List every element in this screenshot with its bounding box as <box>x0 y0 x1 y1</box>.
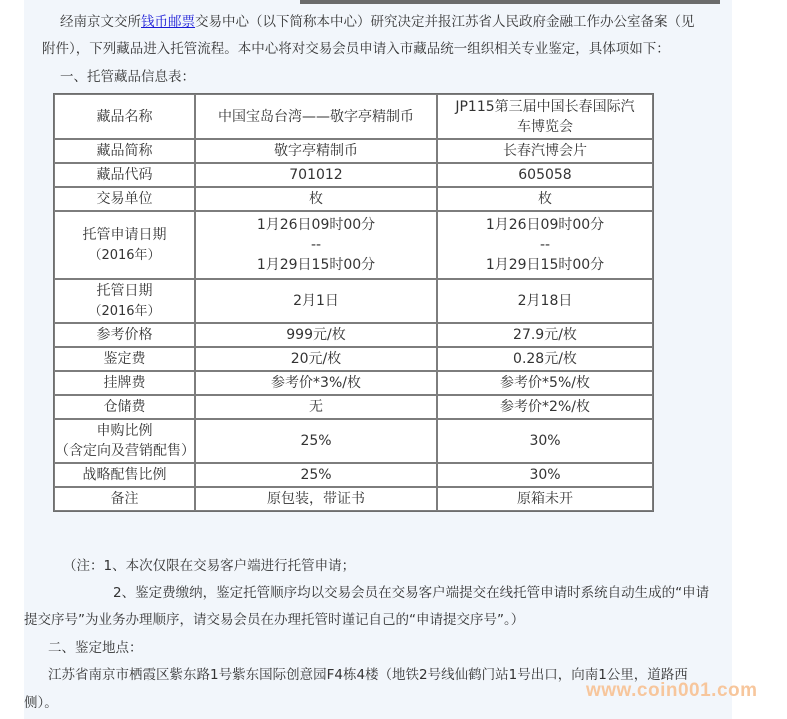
table-row <box>54 323 653 347</box>
cell-card <box>437 94 653 139</box>
cell-line: 1月26日09时00分 <box>256 217 376 233</box>
cell-coin: 701012 <box>195 163 437 187</box>
cell-card-line: JP115第三届中国长春国际汽 <box>455 98 635 115</box>
cell-card: 参考价*2%/枚 <box>437 395 653 419</box>
cell-card <box>437 211 653 279</box>
cell-card: 参考价*5%/枚 <box>437 371 653 395</box>
cell-coin: 2月1日 <box>195 279 437 323</box>
intro-line-1 <box>60 13 695 31</box>
cell-coin: 参考价*3%/枚 <box>195 371 437 395</box>
row-label: 鉴定费 <box>54 347 195 371</box>
cell-coin: 枚 <box>195 187 437 211</box>
row-label <box>54 279 195 323</box>
row-label: 藏品代码 <box>54 163 195 187</box>
row-label <box>54 419 195 463</box>
cell-coin <box>195 211 437 279</box>
table-row <box>54 419 653 463</box>
cell-coin: 20元/枚 <box>195 347 437 371</box>
row-label: 藏品名称 <box>54 94 195 139</box>
section-heading-1: 一、托管藏品信息表： <box>60 69 195 85</box>
cell-coin: 无 <box>195 395 437 419</box>
table-row <box>54 395 653 419</box>
cell-card: 30% <box>437 419 653 463</box>
cell-coin: 25% <box>195 463 437 487</box>
address-line-1: 江苏省南京市栖霞区紫东路1号紫东国际创意园F4栋4楼（地铁2号线仙鹤门站1号出口，向南1公里，道路西 <box>48 667 688 683</box>
row-label-line: （含定向及营销配售） <box>55 443 195 459</box>
table-row <box>54 347 653 371</box>
cell-coin: 原包装，带证书 <box>195 487 437 511</box>
custody-info-table <box>53 93 654 512</box>
intro-line-2: 附件），下列藏品进入托管流程。本中心将对交易会员申请入市藏品统一组织相关专业鉴定，具体项如下： <box>42 41 670 57</box>
cell-card: 枚 <box>437 187 653 211</box>
table-row <box>54 211 653 279</box>
cell-line: -- <box>539 237 551 253</box>
table-row <box>54 487 653 511</box>
row-label: 交易单位 <box>54 187 195 211</box>
cell-line: -- <box>310 237 322 253</box>
cell-card: 30% <box>437 463 653 487</box>
row-label-line: （2016年） <box>88 303 161 319</box>
row-label-line: （2016年） <box>88 247 161 263</box>
note-1: （注：1、本次仅限在交易客户端进行托管申请； <box>63 558 356 574</box>
cell-card: 原箱未开 <box>437 487 653 511</box>
intro-text: 交易中心（以下简称本中心）研究决定并报江苏省人民政府金融工作办公室备案（见 <box>195 14 695 30</box>
table-row <box>54 279 653 323</box>
row-label: 挂牌费 <box>54 371 195 395</box>
row-label <box>54 211 195 279</box>
section-heading-2: 二、鉴定地点： <box>48 640 143 656</box>
row-label: 战略配售比例 <box>54 463 195 487</box>
row-label: 备注 <box>54 487 195 511</box>
cell-card: 605058 <box>437 163 653 187</box>
row-label-line: 托管申请日期 <box>82 226 167 243</box>
cell-coin: 25% <box>195 419 437 463</box>
row-label: 仓储费 <box>54 395 195 419</box>
cell-card-line: 车博览会 <box>517 118 573 135</box>
cell-card: 0.28元/枚 <box>437 347 653 371</box>
row-label: 参考价格 <box>54 323 195 347</box>
header-cutoff-bar <box>300 0 720 4</box>
cell-line: 1月29日15时00分 <box>485 257 605 273</box>
note-2-line-2: 提交序号”为业务办理顺序，请交易会员在办理托管时谨记自己的“申请提交序号”。） <box>24 612 525 628</box>
cell-coin: 敬字亭精制币 <box>195 139 437 163</box>
table-row <box>54 94 653 139</box>
coin-stamp-link[interactable]: 钱币邮票 <box>141 14 195 30</box>
site-watermark: www.coin001.com <box>586 680 758 701</box>
cell-card: 27.9元/枚 <box>437 323 653 347</box>
row-label-line: 申购比例 <box>96 423 153 439</box>
row-label-line: 托管日期 <box>96 282 153 299</box>
cell-coin: 中国宝岛台湾——敬字亭精制币 <box>195 94 437 139</box>
note-2-line-1: 2、鉴定费缴纳，鉴定托管顺序均以交易会员在交易客户端提交在线托管申请时系统自动生成的“申请 <box>113 585 710 601</box>
row-label: 藏品简称 <box>54 139 195 163</box>
table-row <box>54 371 653 395</box>
cell-card: 长春汽博会片 <box>437 139 653 163</box>
address-line-2: 侧）。 <box>24 695 58 711</box>
table-row <box>54 187 653 211</box>
table-row <box>54 163 653 187</box>
intro-text: 经南京文交所 <box>60 14 141 30</box>
cell-line: 1月29日15时00分 <box>256 257 376 273</box>
cell-coin: 999元/枚 <box>195 323 437 347</box>
table-row <box>54 139 653 163</box>
cell-line: 1月26日09时00分 <box>485 217 605 233</box>
cell-card: 2月18日 <box>437 279 653 323</box>
table-row <box>54 463 653 487</box>
